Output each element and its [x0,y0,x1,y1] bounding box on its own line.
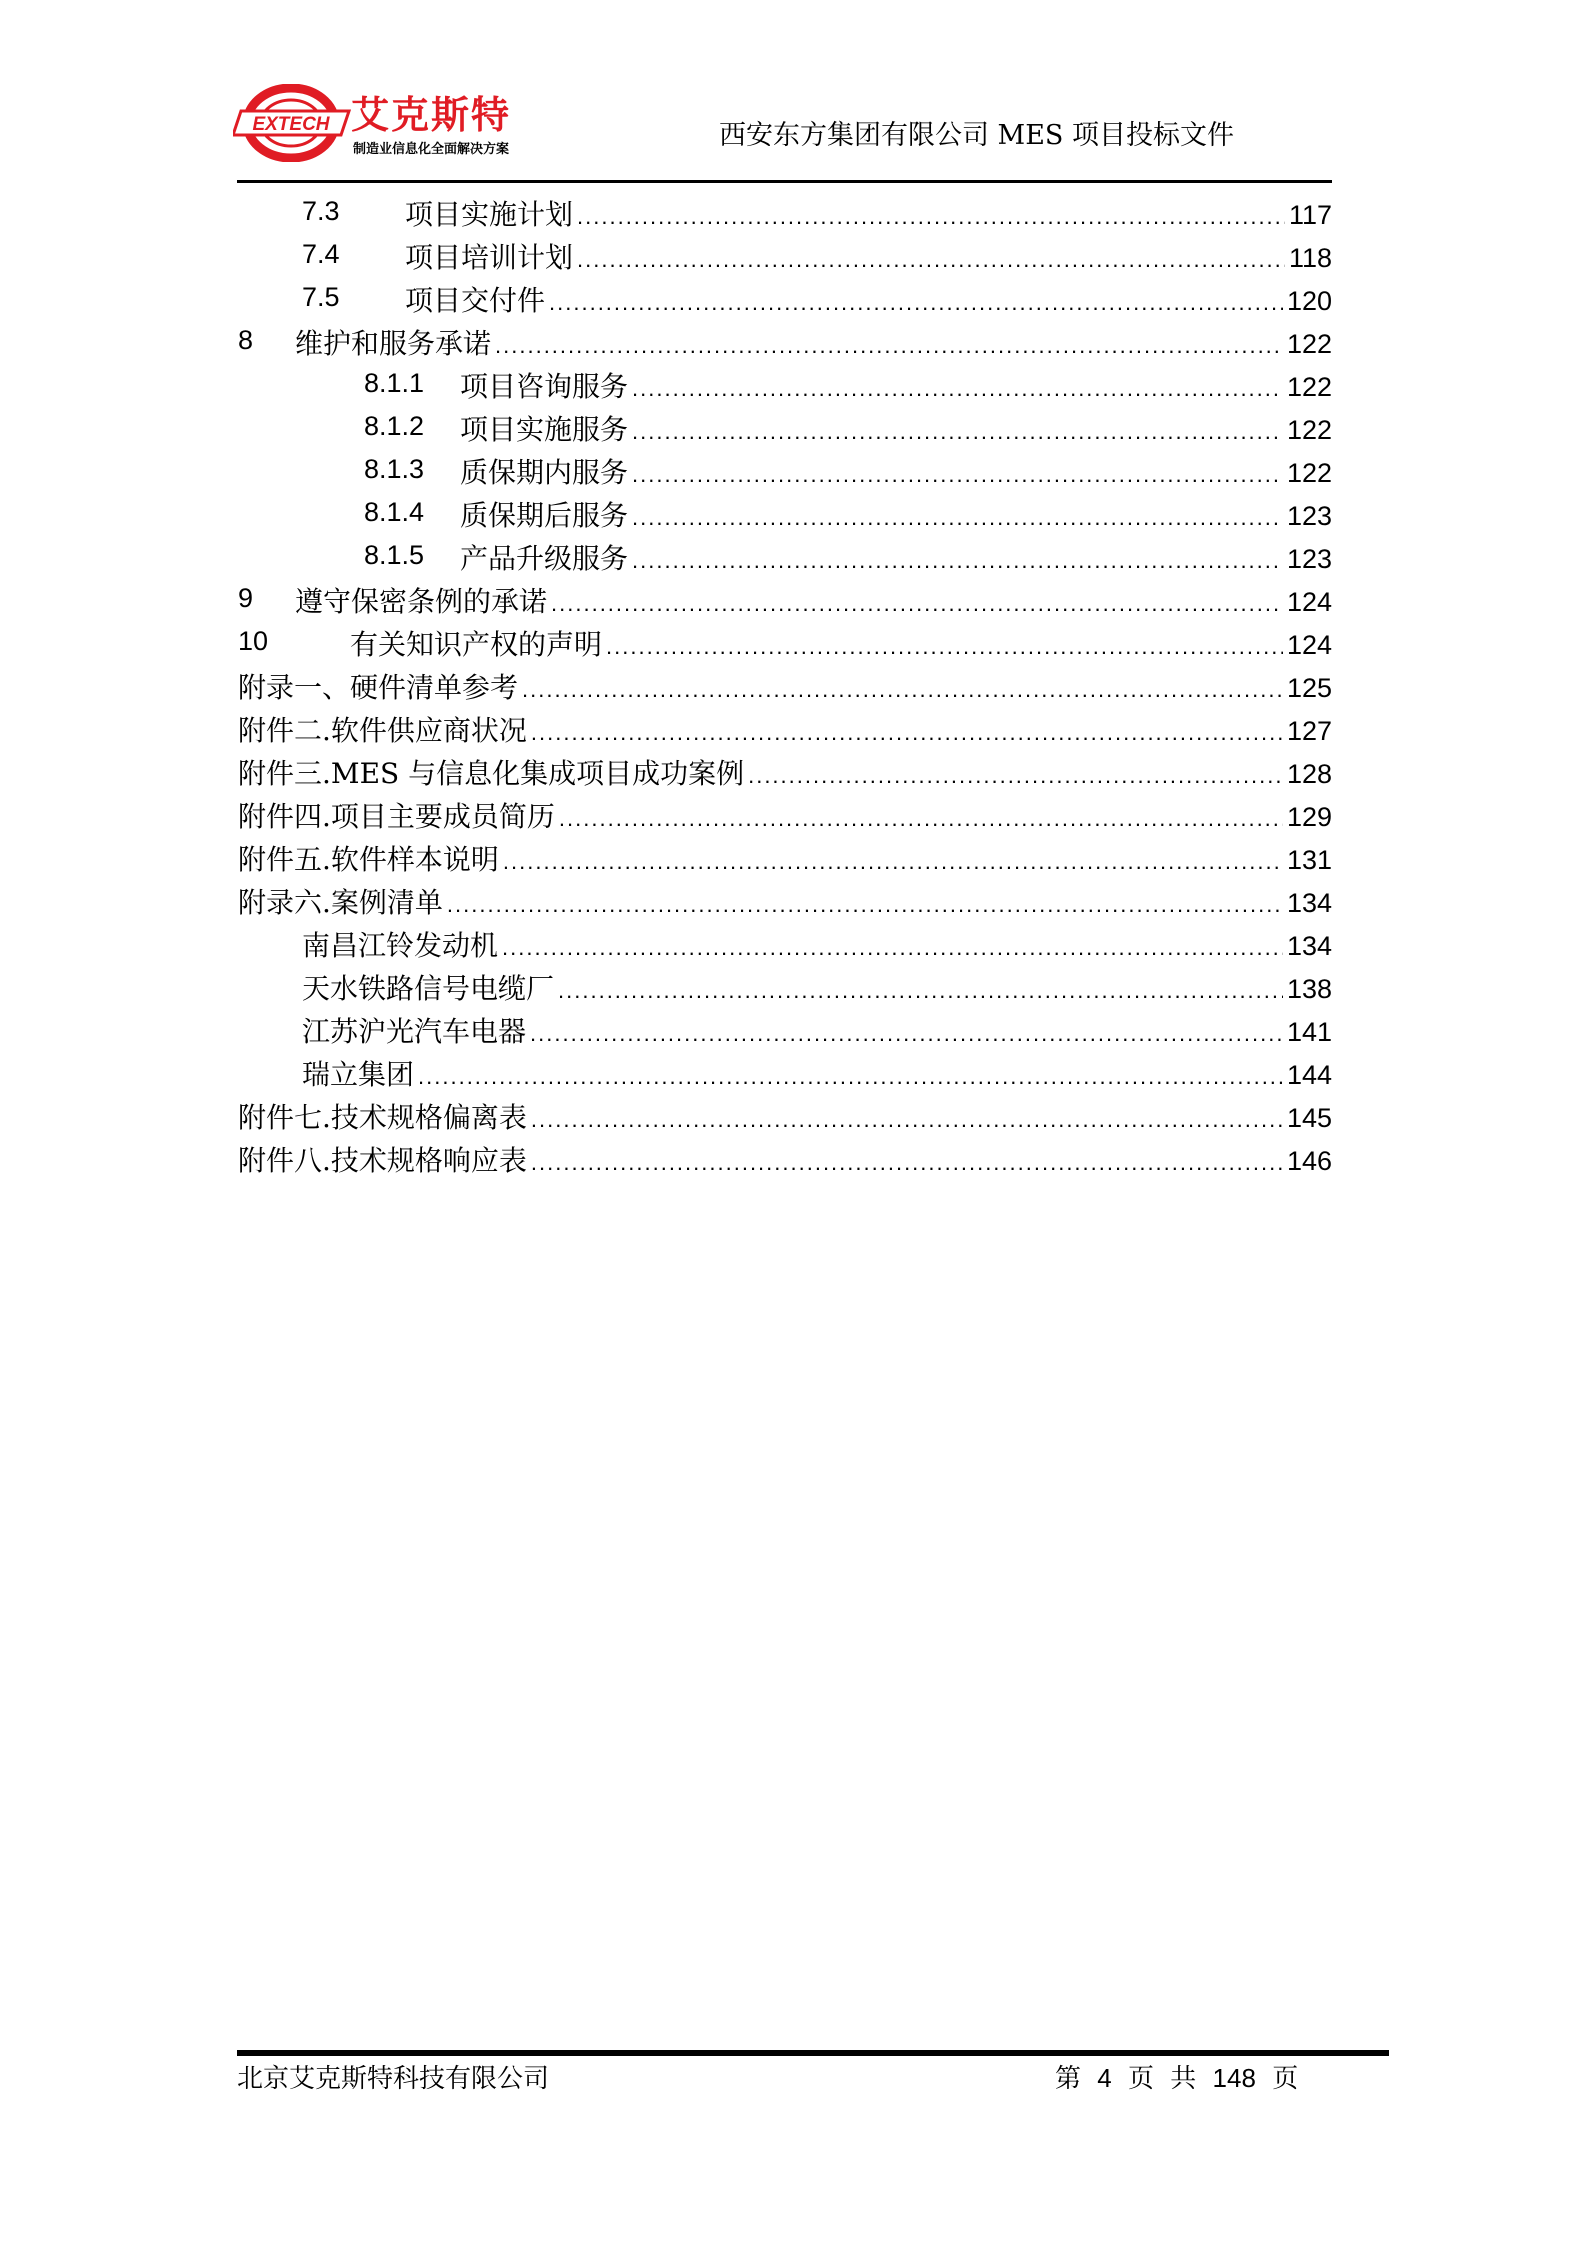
toc-entry[interactable] [0,365,1332,405]
toc-title: 附件二.软件供应商状况 [238,714,527,747]
dot-leader [447,892,1283,918]
toc-page-number: 146 [1286,1146,1332,1176]
toc-page-number: 117 [1288,200,1332,230]
toc-title: 遵守保密条例的承诺 [295,585,548,618]
dot-leader [418,1064,1283,1090]
page-middle: 页 共 [1128,2064,1197,2094]
logo-cn-text: 艾克斯特 [351,92,512,137]
toc-entry[interactable] [0,408,1332,448]
svg-text:EXTECH: EXTECH [252,114,330,135]
logo-tagline: 制造业信息化全面解决方案 [353,142,510,157]
dot-leader [632,505,1283,531]
toc-entry[interactable] [0,752,1332,792]
toc-entry[interactable] [0,623,1332,663]
toc-title: 项目实施计划 [405,198,574,231]
dot-leader [530,1021,1283,1047]
toc-entry[interactable] [0,193,1332,233]
toc-title: 附件八.技术规格响应表 [238,1144,527,1177]
toc-entry[interactable] [0,1010,1332,1050]
dot-leader [748,763,1283,789]
toc-page-number: 123 [1286,501,1332,531]
toc-number: 8.1.5 [364,540,425,570]
toc-entry[interactable] [0,451,1332,491]
toc-entry[interactable] [0,494,1332,534]
dot-leader [559,806,1283,832]
toc-entry[interactable] [0,666,1332,706]
toc-title: 附录一、硬件清单参考 [238,671,519,704]
toc-entry[interactable] [0,838,1332,878]
page-prefix: 第 [1055,2064,1082,2094]
toc-number: 8.1.3 [364,454,425,484]
footer-divider [237,2050,1389,2056]
toc-page-number: 123 [1286,544,1332,574]
toc-number: 7.3 [302,196,340,226]
toc-number: 8 [238,325,254,355]
toc-title: 附件三.MES 与信息化集成项目成功案例 [238,757,745,790]
toc-entry[interactable] [0,279,1332,319]
dot-leader [502,935,1283,961]
toc-title: 有关知识产权的声明 [350,628,603,661]
toc-title: 项目交付件 [405,284,546,317]
toc-number: 8.1.2 [364,411,425,441]
toc-entry[interactable] [0,537,1332,577]
dot-leader [549,290,1283,316]
toc-page-number: 122 [1286,458,1332,488]
toc-number: 9 [238,583,254,613]
toc-title: 附件七.技术规格偏离表 [238,1101,527,1134]
toc-page-number: 122 [1286,372,1332,402]
footer-company: 北京艾克斯特科技有限公司 [237,2064,550,2094]
toc-title: 南昌江铃发动机 [302,929,499,962]
dot-leader [558,978,1283,1004]
toc-number: 7.4 [302,239,340,269]
toc-title: 项目实施服务 [460,413,629,446]
dot-leader [632,419,1283,445]
dot-leader [522,677,1283,703]
toc-entry[interactable] [0,795,1332,835]
toc-page-number: 145 [1286,1103,1332,1133]
toc-page-number: 124 [1286,630,1332,660]
toc-entry[interactable] [0,881,1332,921]
toc-number: 8.1.4 [364,497,425,527]
dot-leader [503,849,1283,875]
page-total: 148 [1212,2063,1256,2093]
toc-title: 江苏沪光汽车电器 [302,1015,527,1048]
toc-title: 项目咨询服务 [460,370,629,403]
toc-entry[interactable] [0,1139,1332,1179]
toc-entry[interactable] [0,1096,1332,1136]
toc-title: 瑞立集团 [302,1058,415,1091]
footer-page-info [1055,2058,1298,2095]
toc-title: 附录六.案例清单 [238,886,443,919]
toc-page-number: 128 [1286,759,1332,789]
page-current: 4 [1097,2063,1112,2093]
toc-page-number: 122 [1286,329,1332,359]
toc-page-number: 134 [1286,931,1332,961]
company-logo [233,84,533,162]
toc-title: 维护和服务承诺 [295,327,492,360]
page-suffix: 页 [1272,2064,1299,2094]
toc-entry[interactable] [0,1053,1332,1093]
toc-page-number: 134 [1286,888,1332,918]
header-divider [237,180,1332,183]
toc-entry[interactable] [0,709,1332,749]
toc-title: 质保期内服务 [460,456,629,489]
dot-leader [551,591,1283,617]
dot-leader [606,634,1283,660]
dot-leader [531,1107,1283,1133]
toc-number: 7.5 [302,282,340,312]
toc-title: 质保期后服务 [460,499,629,532]
toc-page-number: 127 [1286,716,1332,746]
toc-number: 10 [238,626,269,656]
toc-entry[interactable] [0,967,1332,1007]
toc-entry[interactable] [0,924,1332,964]
dot-leader [531,1150,1283,1176]
dot-leader [495,333,1283,359]
dot-leader [632,462,1283,488]
toc-page-number: 124 [1286,587,1332,617]
dot-leader [577,247,1285,273]
toc-number: 8.1.1 [364,368,425,398]
document-title: 西安东方集团有限公司 MES 项目投标文件 [718,120,1234,151]
toc-page-number: 141 [1286,1017,1332,1047]
toc-entry[interactable] [0,322,1332,362]
toc-page-number: 129 [1286,802,1332,832]
dot-leader [531,720,1283,746]
toc-title: 附件四.项目主要成员简历 [238,800,555,833]
toc-entry[interactable] [0,580,1332,620]
toc-title: 项目培训计划 [405,241,574,274]
extech-logo-icon [233,84,351,162]
dot-leader [632,548,1283,574]
toc-entry[interactable] [0,236,1332,276]
toc-page-number: 125 [1286,673,1332,703]
toc-title: 附件五.软件样本说明 [238,843,499,876]
toc-page-number: 120 [1286,286,1332,316]
dot-leader [577,204,1285,230]
toc-title: 产品升级服务 [460,542,629,575]
dot-leader [632,376,1283,402]
toc-page-number: 138 [1286,974,1332,1004]
toc-page-number: 122 [1286,415,1332,445]
toc-page-number: 118 [1288,243,1332,273]
toc-page-number: 131 [1286,845,1332,875]
toc-page-number: 144 [1286,1060,1332,1090]
toc-title: 天水铁路信号电缆厂 [302,972,555,1005]
